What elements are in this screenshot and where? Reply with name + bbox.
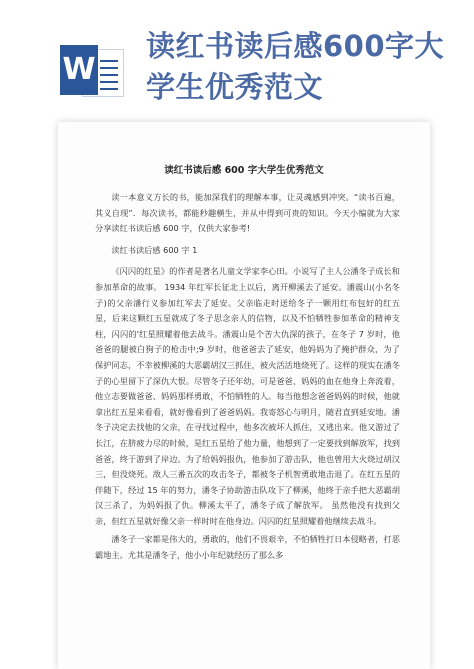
word-icon-letter: W <box>60 45 98 95</box>
document-page-preview <box>58 122 430 669</box>
page-header <box>0 0 474 120</box>
body-paragraph: 《闪闪的红星》的作者是著名儿童文学家李心田。小说写了主人公潘冬子成长和参加革命的故事。 1934 年红军长征北上以后，离开柳溪去了延安。潘震山(小名冬子)的父亲潘行义参加红军去了延安。父亲临走时送给冬子一颗用红布包好的红五星，后来这颗红五星就成了冬子思念亲人的信物，以及不怕牺牲参加革命的精神支柱，闪闪的'红星照耀着他去战斗。潘震山是个苦大仇深的孩子，在冬子 7 岁时，他爸爸的腿被白狗子的枪击中;9 岁时，他爸爸去了延安，他妈妈为了掩护群众，为了保护同志，不幸被柳溪的大恶霸胡汉三抓住，被火活活地烧死了。这样的现实在潘冬子的心里留下了深仇大恨。尽管冬子还年幼，可是爸爸、妈妈的血在他身上奔流着，他立志要做爸爸、妈妈那样勇敢，不怕牺牲的人。每当他想念爸爸妈妈的时候，他就拿出红五星来看看，就好像看到了爸爸妈妈。我寄怒心与明月，随君直到延安地。潘冬子决定去找他的父亲，在寻找过程中，他多次被坏人抓住，又逃出来。他又游过了长江，在脐疲力尽的时候，是红五星给了他力量，他想到了一定要找到解放军，找到爸爸，终于游到了岸边。为了给妈妈报仇，他参加了游击队，他也曾用大火烧过胡汉三，但没烧死。敌人三番五次的攻击冬子，都被冬子机智勇敢地击退了。在红五星的伴随下，经过 15 年的努力，潘冬子协助游击队攻下了柳溪，他终于亲手把大恶霸胡汉三杀了，为妈妈报了仇。柳溪太平了，潘冬子成了解放军。 虽然他没有找到父亲，但红五星就好像父亲一样时时在他身边。闪闪的红星照耀着他继续去战斗。 <box>95 266 400 526</box>
page-title: 读红书读后感600字大学生优秀范文 <box>146 29 445 104</box>
document-body <box>95 190 400 567</box>
section-subtitle: 读红书读后感 600 字 1 <box>111 244 198 255</box>
intro-paragraph: 读一本意义方长的书，能加深我们的理解本事，让灵魂感到冲突。“读书百遍，其义自现”．每次读书，都能秒趣横生，并从中得到可贵的知识。今天小编就为大家分享读红书读后感 600 字，仅供大家参考! <box>95 192 400 234</box>
word-document-icon <box>60 45 122 95</box>
body-paragraph: 潘冬子一家都是伟大的，勇敢的，他们不畏艰辛，不怕牺牲打日本侵略者，打恶霸地主。尤其是潘冬子，他小小年纪就经历了那么多 <box>95 534 400 561</box>
document-title: 读红书读后感 600 字大学生优秀范文 <box>164 165 324 176</box>
